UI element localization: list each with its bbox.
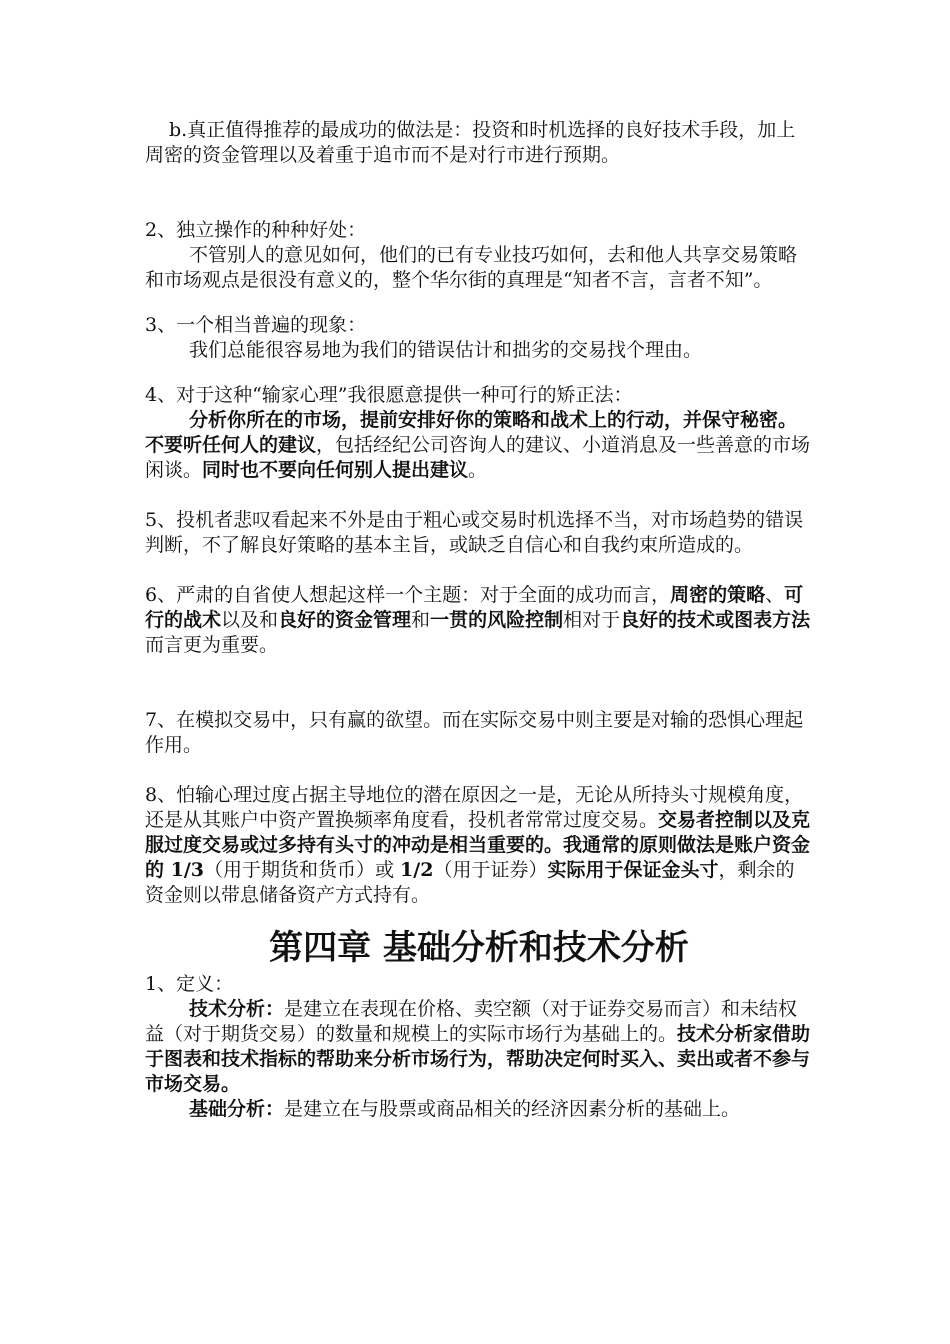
item6-body	[145, 583, 813, 658]
text: （用于期货和货币）或	[204, 859, 401, 881]
bold-text: 良好的技术或图表方法	[620, 609, 811, 631]
bold-text: 可行的战术	[145, 584, 804, 631]
definition-heading: 1、定义：	[145, 973, 234, 995]
bold-text: 交易者控制以及克服过度交易或过多持有头寸的冲动是相当重要的。我通常的原则做法是账户资金的 1/3	[145, 809, 811, 881]
item4-heading: 4、对于这种“输家心理”我很愿意提供一种可行的矫正法：	[145, 384, 633, 406]
text: ，剩余的资金则以带息储备资产方式持有。	[145, 859, 795, 906]
text: 6、严肃的自省使人想起这样一个主题：对于全面的成功而言，	[145, 584, 671, 606]
item4-body	[145, 408, 813, 483]
document-page	[145, 118, 813, 1122]
text: 而言更为重要。	[145, 634, 279, 656]
bold-label: 技术分析：	[189, 998, 285, 1020]
item2-body: 不管别人的意见如何，他们的已有专业技巧如何，去和他人共享交易策略和市场观点是很没有意义的，整个华尔街的真理是“知者不言，言者不知”。	[145, 244, 798, 291]
text: 。	[468, 459, 488, 481]
text: b.真正值得推荐的最成功的做法是：投资和时机选择的良好技术手段，加上周密的资金管理以及着重于追市而不是对行市进行预期。	[145, 119, 796, 166]
text: （用于证券）	[433, 859, 548, 881]
bold-text: 良好的资金管理	[278, 609, 412, 631]
paragraph-b	[145, 118, 813, 168]
item2-heading: 2、独立操作的种种好处：	[145, 219, 367, 241]
item3-heading: 3、一个相当普遍的现象：	[145, 314, 367, 336]
item5-body: 5、投机者悲叹看起来不外是由于粗心或交易时机选择不当，对市场趋势的错误判断，不了解良好策略的基本主旨，或缺乏自信心和自我约束所造成的。	[145, 509, 804, 556]
text: 8、怕输心理过度占据主导地位的潜在原因之一是，无论从所持头寸规模角度，还是从其账户中资产置换频率角度看，投机者常常过度交易。	[145, 784, 804, 831]
technical-analysis-definition	[145, 997, 813, 1097]
item7-body: 7、在模拟交易中，只有赢的欲望。而在实际交易中则主要是对输的恐惧心理起作用。	[145, 709, 804, 756]
chapter-title: 第四章 基础分析和技术分析	[269, 928, 689, 968]
text: ，包括经纪公司咨询人的建议、小道消息及一些善意的市场闲谈。	[145, 434, 811, 481]
bold-text: 技术分析家借助于图表和技术指标的帮助来分析市场行为，帮助决定何时买入、卖出或者不参与市场交易。	[145, 1023, 811, 1095]
fundamental-analysis-definition	[145, 1097, 813, 1122]
text: 以及和	[221, 609, 279, 631]
item8-body	[145, 783, 813, 908]
bold-text: 同时也不要向任何别人提出建议	[202, 459, 469, 481]
bold-text: 一贯的风险控制	[430, 609, 564, 631]
bold-text: 实际用于保证金头寸	[547, 859, 719, 881]
text: 相对于	[563, 609, 621, 631]
bold-label: 基础分析：	[189, 1098, 285, 1120]
item3-body: 我们总能很容易地为我们的错误估计和拙劣的交易找个理由。	[189, 339, 703, 361]
bold-text: 分析你所在的市场，提前安排好你的策略和战术上的行动，并保守秘密。不要听任何人的建议	[145, 409, 798, 456]
text: 是建立在表现在价格、卖空额（对于证券交易而言）和未结权益（对于期货交易）的数量和规模上的实际市场行为基础上的。	[145, 998, 798, 1045]
bold-text: 1/2	[400, 859, 434, 881]
bold-text: 周密的策略	[670, 584, 766, 606]
text: 、	[765, 584, 785, 606]
text: 是建立在与股票或商品相关的经济因素分析的基础上。	[284, 1098, 741, 1120]
text: 和	[411, 609, 431, 631]
